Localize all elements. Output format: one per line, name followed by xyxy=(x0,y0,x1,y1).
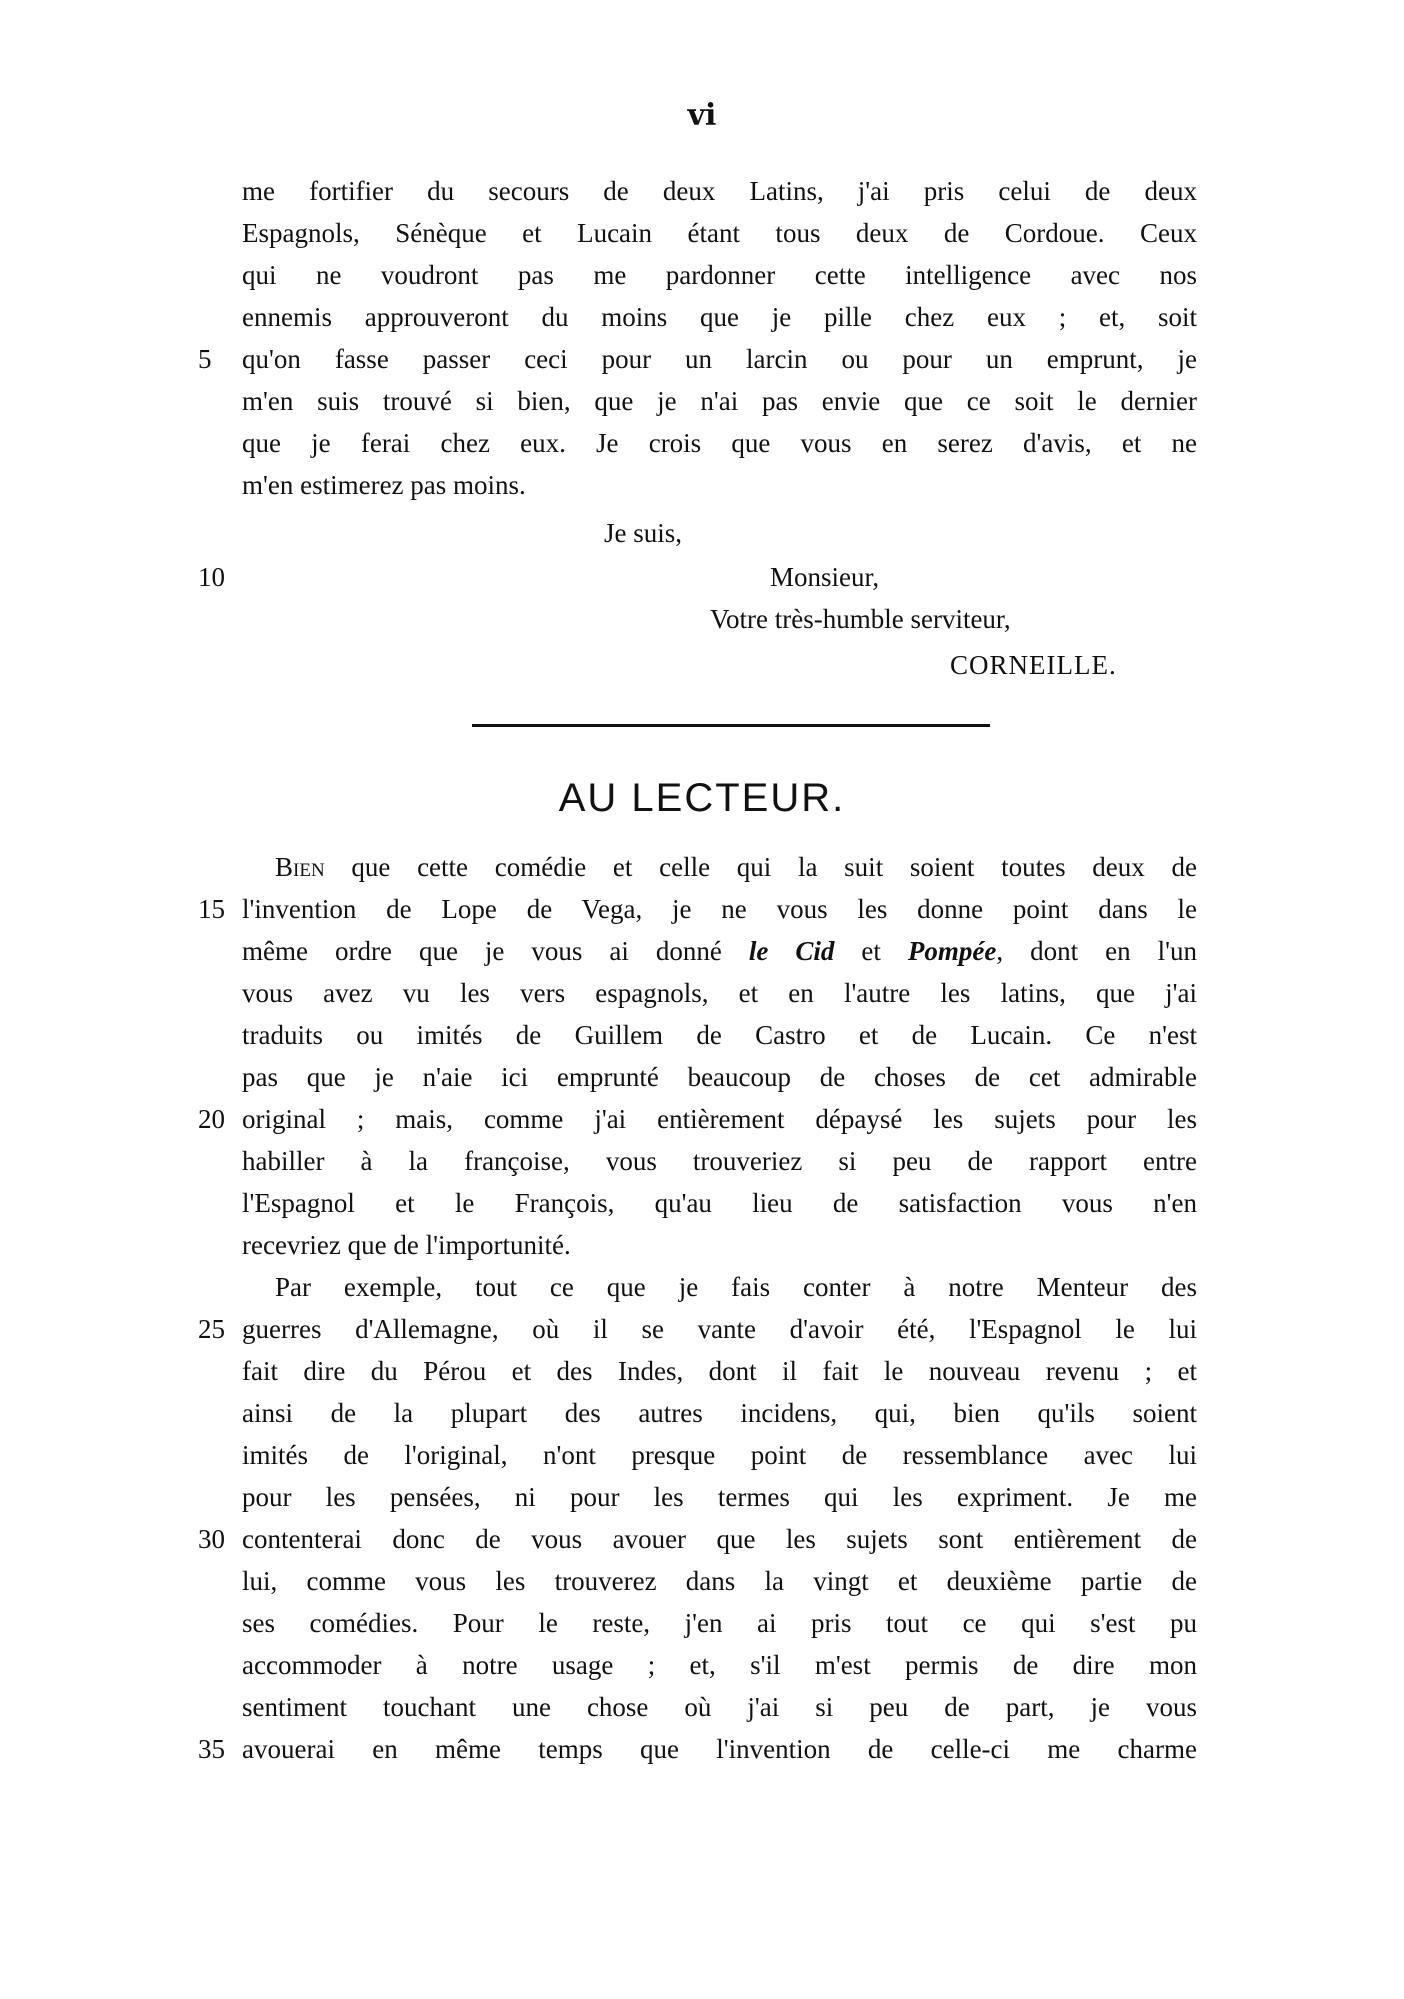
text-line: habiller à la françoise, vous trouveriez si peu de rapport entre xyxy=(242,1146,1197,1176)
text-line: imités de l'original, n'ont presque point de ressemblance avec lui xyxy=(242,1440,1197,1470)
text-line: m'en suis trouvé si bien, que je n'ai pas envie que ce soit le dernier xyxy=(242,386,1197,416)
text-line: lui, comme vous les trouverez dans la vingt et deuxième partie de xyxy=(242,1566,1197,1596)
text-line: pas que je n'aie ici emprunté beaucoup de choses de cet admirable xyxy=(242,1062,1197,1092)
text-line: vous avez vu les vers espagnols, et en l'autre les latins, que j'ai xyxy=(242,978,1197,1008)
text-line xyxy=(242,930,1197,972)
text-span: , dont en l'un xyxy=(996,936,1197,966)
text-line: recevriez que de l'importunité. xyxy=(242,1230,571,1260)
text-line: qu'on fasse passer ceci pour un larcin ou pour un emprunt, je xyxy=(242,344,1197,374)
closing-je-suis: Je suis, xyxy=(604,518,683,548)
text-line: ainsi de la plupart des autres incidens, qui, bien qu'ils soient xyxy=(242,1398,1197,1428)
drop-cap-word: Bien xyxy=(275,852,325,882)
text-line: que je ferai chez eux. Je crois que vous en serez d'avis, et ne xyxy=(242,428,1197,458)
text-line: ses comédies. Pour le reste, j'en ai pris tout ce qui s'est pu xyxy=(242,1608,1197,1638)
line-number: 25 xyxy=(198,1314,225,1344)
text-line: contenterai donc de vous avouer que les sujets sont entièrement de xyxy=(242,1524,1197,1554)
text-span: et xyxy=(834,936,908,966)
text-line: Par exemple, tout ce que je fais conter à notre Menteur des xyxy=(275,1272,1197,1302)
line-number: 20 xyxy=(198,1104,225,1134)
page-number: vi xyxy=(687,98,717,133)
text-line: qui ne voudront pas me pardonner cette intelligence avec nos xyxy=(242,260,1197,290)
text-line: avouerai en même temps que l'invention de celle-ci me charme xyxy=(242,1734,1197,1764)
closing-serviteur: Votre très-humble serviteur, xyxy=(710,604,1011,634)
text-line: ennemis approuveront du moins que je pille chez eux ; et, soit xyxy=(242,302,1197,332)
divider-rule xyxy=(472,724,990,727)
line-number: 10 xyxy=(198,562,225,592)
text-line: fait dire du Pérou et des Indes, dont il fait le nouveau revenu ; et xyxy=(242,1356,1197,1386)
text-line: sentiment touchant une chose où j'ai si peu de part, je vous xyxy=(242,1692,1197,1722)
text-line: Espagnols, Sénèque et Lucain étant tous deux de Cordoue. Ceux xyxy=(242,218,1197,248)
title-pompee: Pompée xyxy=(907,936,997,966)
section-heading: AU LECTEUR. xyxy=(558,776,846,820)
line-number: 30 xyxy=(198,1524,225,1554)
text-span: même ordre que je vous ai donné xyxy=(242,936,749,966)
line-number: 15 xyxy=(198,894,225,924)
text-line: traduits ou imités de Guillem de Castro et de Lucain. Ce n'est xyxy=(242,1020,1197,1050)
text-span: que cette comédie et celle qui la suit soient toutes deux de xyxy=(324,852,1197,882)
title-le-cid: le Cid xyxy=(748,936,835,966)
text-line: l'Espagnol et le François, qu'au lieu de satisfaction vous n'en xyxy=(242,1188,1197,1218)
text-line: l'invention de Lope de Vega, je ne vous les donne point dans le xyxy=(242,894,1197,924)
line-number: 5 xyxy=(198,344,212,374)
text-line: me fortifier du secours de deux Latins, j'ai pris celui de deux xyxy=(242,176,1197,206)
text-line: accommoder à notre usage ; et, s'il m'est permis de dire mon xyxy=(242,1650,1197,1680)
text-line: guerres d'Allemagne, où il se vante d'avoir été, l'Espagnol le lui xyxy=(242,1314,1197,1344)
text-line: pour les pensées, ni pour les termes qui les expriment. Je me xyxy=(242,1482,1197,1512)
text-line xyxy=(242,846,1197,888)
line-number: 35 xyxy=(198,1734,225,1764)
closing-monsieur: Monsieur, xyxy=(770,562,880,592)
text-line: m'en estimerez pas moins. xyxy=(242,470,526,500)
signature: CORNEILLE. xyxy=(950,650,1117,680)
text-line: original ; mais, comme j'ai entièrement dépaysé les sujets pour les xyxy=(242,1104,1197,1134)
